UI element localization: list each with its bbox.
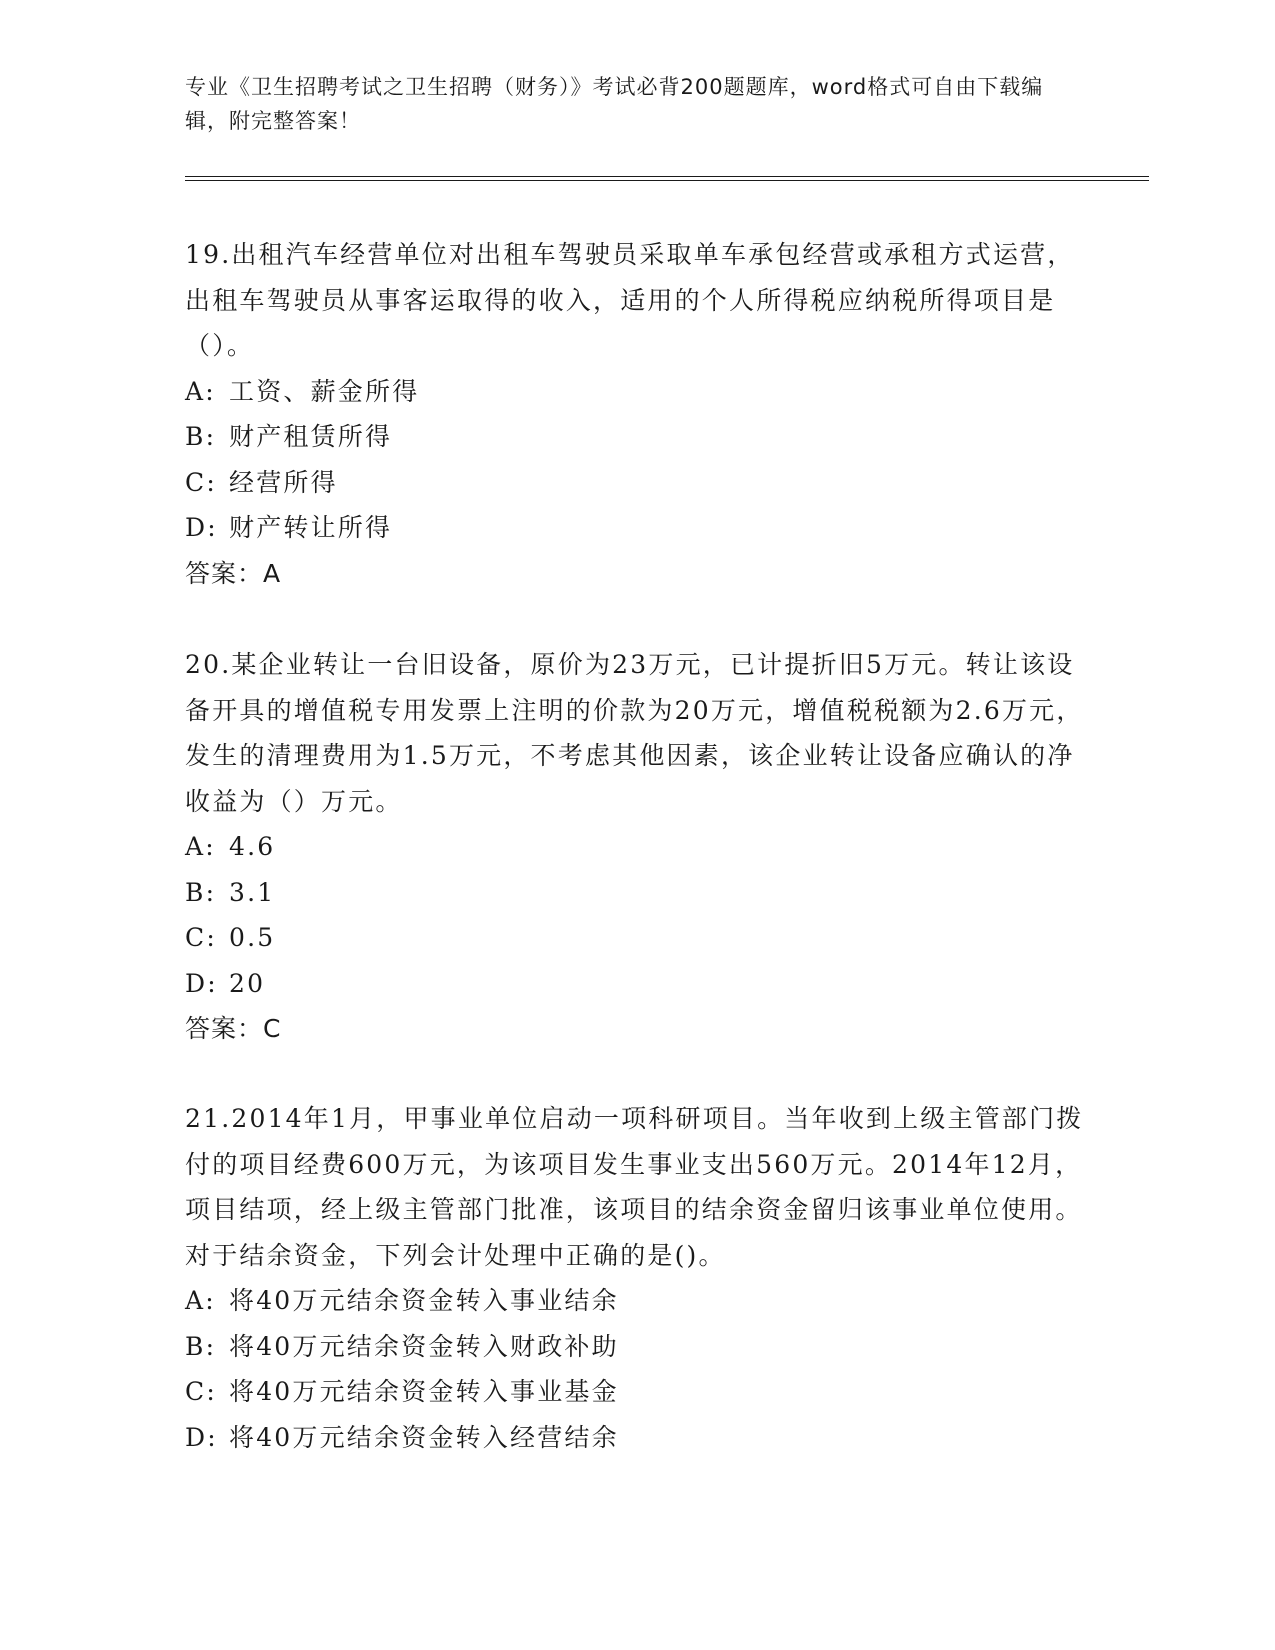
option-letter: B:: [185, 422, 217, 451]
option-d: [185, 1415, 1085, 1461]
option-a: [185, 1278, 1085, 1324]
option-text: 财产转让所得: [229, 513, 393, 542]
question-20: [185, 642, 1085, 1052]
option-text: 将40万元结余资金转入事业基金: [229, 1377, 619, 1406]
option-b: [185, 870, 1085, 916]
option-letter: D:: [185, 1422, 218, 1452]
option-letter: B:: [185, 877, 217, 907]
option-c: [185, 915, 1085, 961]
option-letter: C:: [185, 467, 217, 497]
option-a: [185, 824, 1085, 870]
option-text: 将40万元结余资金转入财政补助: [229, 1331, 619, 1361]
option-a: [185, 369, 1085, 415]
option-letter: A:: [185, 832, 216, 861]
document-header: 专业《卫生招聘考试之卫生招聘（财务）》考试必背200题题库，word格式可自由下载编辑，附完整答案！: [185, 75, 1044, 133]
option-letter: C:: [185, 1377, 217, 1406]
question-stem: 21.2014年1月，甲事业单位启动一项科研项目。当年收到上级主管部门拨付的项目经费600万元，为该项目发生事业支出560万元。2014年12月，项目结项，经上级主管部门批准，该项目的结余资金留归该事业单位使用。对于结余资金，下列会计处理中正确的是()。: [185, 1104, 1084, 1270]
option-letter: A:: [185, 1286, 216, 1315]
question-stem: 19.出租汽车经营单位对出租车驾驶员采取单车承包经营或承租方式运营，出租车驾驶员从事客运取得的收入，适用的个人所得税应纳税所得项目是（）。: [185, 240, 1075, 360]
option-text: 20: [229, 968, 266, 998]
answer-line: 答案：C: [185, 1014, 282, 1043]
option-letter: C:: [185, 923, 217, 952]
option-text: 经营所得: [229, 467, 338, 497]
option-letter: D:: [185, 968, 218, 998]
option-letter: D:: [185, 513, 218, 542]
option-c: [185, 460, 1085, 506]
option-b: [185, 414, 1085, 460]
question-19: [185, 232, 1085, 596]
option-text: 0.5: [229, 923, 276, 952]
question-stem: 20.某企业转让一台旧设备，原价为23万元，已计提折旧5万元。转让该设备开具的增值税专用发票上注明的价款为20万元，增值税税额为2.6万元，发生的清理费用为1.5万元，不考虑其他因素，该企业转让设备应确认的净收益为（）万元。: [185, 650, 1084, 816]
option-text: 工资、薪金所得: [229, 376, 420, 406]
option-d: [185, 961, 1085, 1007]
option-text: 将40万元结余资金转入事业结余: [229, 1286, 619, 1315]
option-d: [185, 505, 1085, 551]
option-text: 3.1: [229, 877, 276, 907]
option-text: 4.6: [229, 832, 276, 861]
header-divider: [185, 176, 1149, 181]
option-text: 将40万元结余资金转入经营结余: [229, 1422, 619, 1452]
question-21: [185, 1096, 1085, 1460]
option-letter: A:: [185, 376, 216, 406]
option-text: 财产租赁所得: [229, 422, 393, 451]
option-b: [185, 1324, 1085, 1370]
option-letter: B:: [185, 1331, 217, 1361]
answer-line: 答案：A: [185, 558, 282, 588]
option-c: [185, 1369, 1085, 1415]
